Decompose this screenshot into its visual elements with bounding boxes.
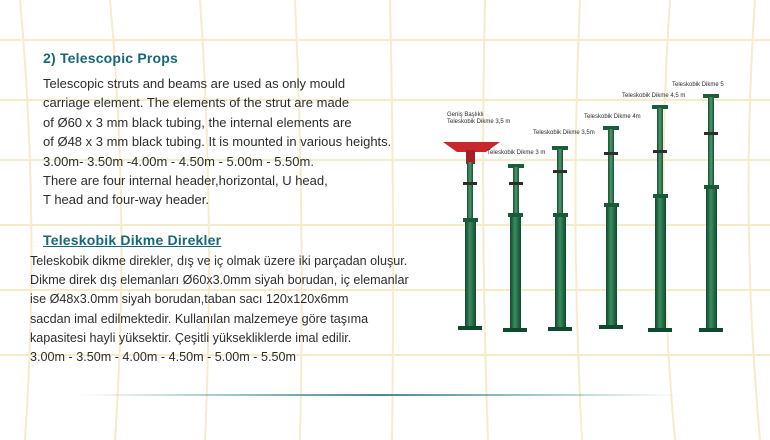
prop-4-5m bbox=[648, 105, 672, 332]
prop-5m bbox=[699, 94, 723, 332]
text-line: Dikme direk dış elemanları Ø60x3.0mm siyah borudan, iç elemanlar bbox=[30, 273, 409, 288]
text-line: 3.00m - 3.50m - 4.00m - 4.50m - 5.00m - 5.50m bbox=[30, 349, 296, 364]
section-title-teleskobik-dikme: Teleskobik Dikme Direkler bbox=[43, 232, 222, 248]
text-line: T head and four-way header. bbox=[43, 192, 209, 208]
text-line: ise Ø48x3.0mm siyah borudan,taban sacı 120x120x6mm bbox=[30, 292, 349, 307]
prop-4m bbox=[599, 126, 623, 329]
prop-label-3-5m: Teleskobik Dikme 3,5m bbox=[533, 130, 595, 136]
text-line: kapasitesi hayli yüksektir. Çeşitli yüksekliklerde imal edilir. bbox=[30, 330, 352, 345]
footer-divider bbox=[80, 392, 680, 398]
prop-3m bbox=[503, 164, 527, 332]
text-line: Teleskobik dikme direkler, dış ve iç olmak üzere iki parçadan oluşur. bbox=[30, 254, 408, 268]
text-line: carriage element. The elements of the strut are made bbox=[43, 95, 350, 111]
prop-label-line: Geniş Başlıklı bbox=[447, 112, 484, 118]
prop-wide-head-3-5m bbox=[443, 142, 500, 330]
prop-label-line: Teleskobik Dikme 3,5 m bbox=[447, 119, 511, 125]
prop-label-4m: Teleskobik Dikme 4m bbox=[584, 114, 641, 120]
section-title-telescopic-props: 2) Telescopic Props bbox=[43, 50, 179, 66]
text-line: of Ø48 x 3 mm black tubing. It is mounted in various heights. bbox=[43, 134, 392, 150]
prop-label-3m: Teleskobik Dikme 3 m bbox=[487, 150, 546, 156]
text-line: sacdan imal edilmektedir. Kullanılan malzemeye göre taşıma bbox=[30, 311, 369, 326]
prop-3-5m bbox=[548, 146, 572, 331]
text-line: 3.00m- 3.50m -4.00m - 4.50m - 5.00m - 5.50m. bbox=[43, 153, 314, 169]
text-line: of Ø60 x 3 mm black tubing, the internal elements are bbox=[43, 114, 352, 130]
text-line: There are four internal header,horizontal, U head, bbox=[43, 172, 328, 188]
prop-label-5m: Teleskobik Dikme 5 bbox=[672, 82, 724, 88]
prop-label-wide-head bbox=[447, 112, 510, 126]
text-line: Telescopic struts and beams are used as only mould bbox=[43, 76, 346, 91]
prop-label-4-5m: Teleskobik Dikme 4,5 m bbox=[622, 93, 686, 99]
